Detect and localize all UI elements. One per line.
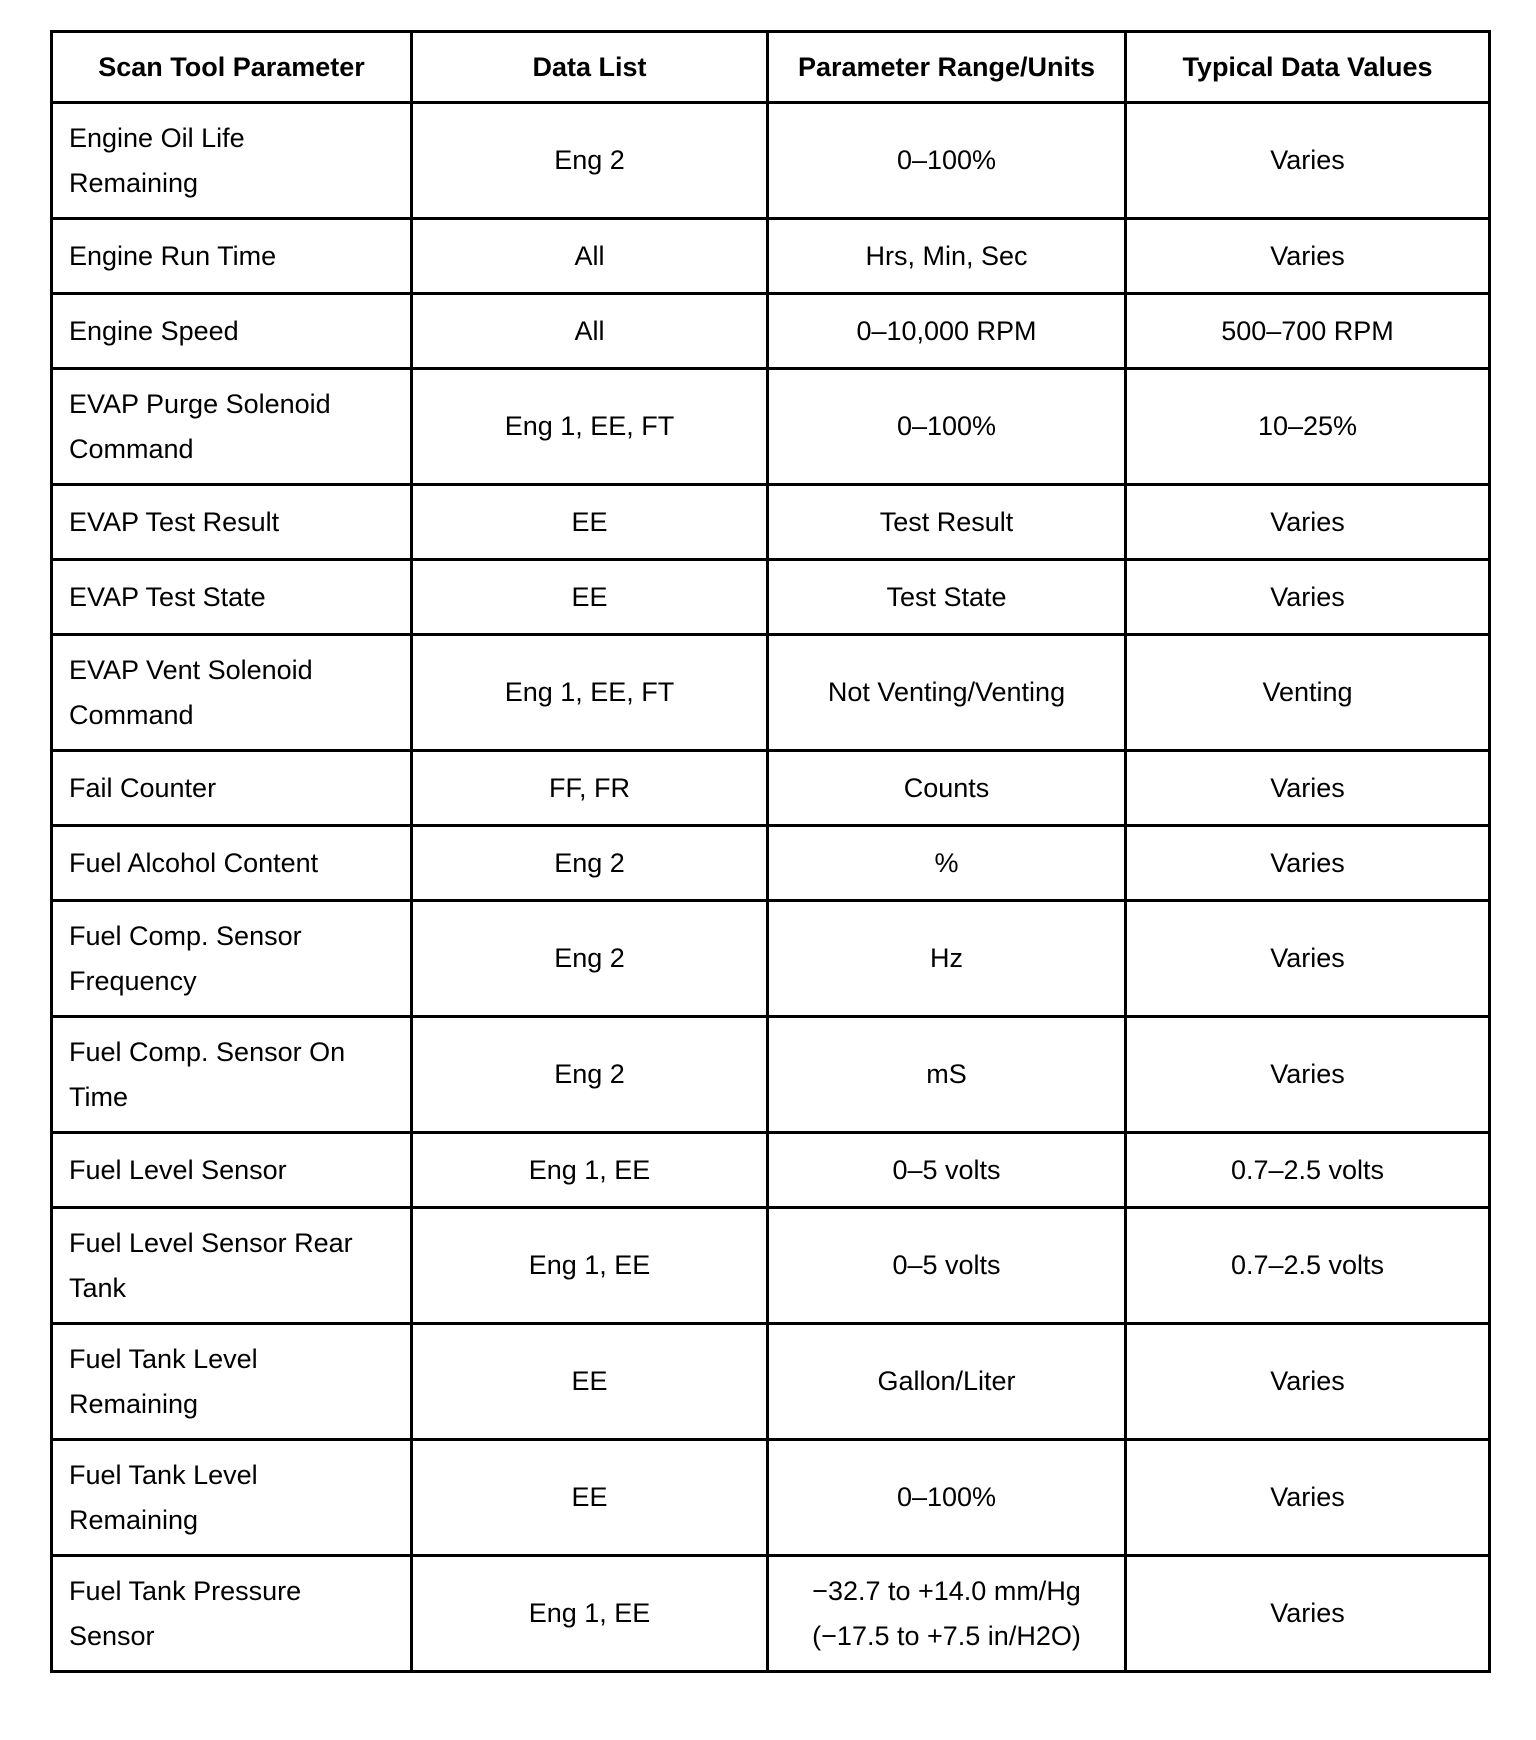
typical-value-cell-text: Varies — [1270, 506, 1345, 537]
parameter-cell — [52, 826, 412, 901]
parameter-cell — [52, 294, 412, 369]
table-row — [52, 103, 1490, 219]
range-units-cell-text: 0–5 volts — [892, 1250, 1001, 1280]
parameter-cell-text: EVAP Vent Solenoid Command — [69, 654, 313, 730]
typical-value-cell — [1126, 103, 1490, 219]
parameter-cell — [52, 485, 412, 560]
data-list-cell — [412, 560, 768, 635]
range-units-cell — [768, 103, 1126, 219]
data-list-cell-text: Eng 1, EE, FT — [504, 411, 675, 441]
range-units-cell-text: −32.7 to +14.0 mm/Hg (−17.5 to +7.5 in/H2O) — [812, 1575, 1081, 1651]
parameter-cell-text: Fail Counter — [69, 772, 217, 803]
range-units-cell-text: 0–100% — [896, 411, 997, 441]
data-list-cell-text: Eng 2 — [554, 847, 625, 878]
parameter-cell-text: Fuel Comp. Sensor On Time — [69, 1036, 346, 1112]
header-data-list: Data List — [412, 32, 768, 103]
data-list-cell — [412, 294, 768, 369]
typical-value-cell-text: Varies — [1270, 847, 1345, 878]
range-units-cell-text: Not Venting/Venting — [827, 677, 1066, 707]
parameter-cell-text: EVAP Test State — [69, 581, 266, 612]
table-row — [52, 901, 1490, 1017]
data-list-cell-text: FF, FR — [549, 772, 630, 803]
parameter-cell-text: Engine Run Time — [69, 240, 277, 271]
parameter-cell — [52, 369, 412, 485]
parameter-cell — [52, 1440, 412, 1556]
header-scan-tool-parameter: Scan Tool Parameter — [52, 32, 412, 103]
parameter-cell — [52, 901, 412, 1017]
data-list-cell-text: EE — [571, 506, 608, 537]
typical-value-cell-text: 500–700 RPM — [1221, 315, 1394, 346]
parameter-cell-text: Fuel Tank Pressure Sensor — [69, 1575, 302, 1651]
parameter-cell — [52, 1556, 412, 1672]
parameter-cell-text: Engine Speed — [69, 315, 239, 346]
range-units-cell-text: Gallon/Liter — [877, 1366, 1016, 1396]
parameter-cell — [52, 1324, 412, 1440]
range-units-cell — [768, 560, 1126, 635]
data-list-cell — [412, 1133, 768, 1208]
typical-value-cell-text: Varies — [1270, 1598, 1345, 1628]
range-units-cell — [768, 1440, 1126, 1556]
parameter-cell-text: Fuel Level Sensor Rear Tank — [69, 1227, 353, 1303]
typical-value-cell — [1126, 751, 1490, 826]
typical-value-cell-text: Varies — [1270, 1366, 1345, 1396]
parameter-cell-text: Engine Oil Life Remaining — [69, 122, 245, 198]
data-list-cell — [412, 219, 768, 294]
data-list-cell-text: Eng 2 — [554, 145, 625, 175]
range-units-cell-text: Hz — [930, 943, 963, 973]
data-list-cell — [412, 1556, 768, 1672]
table-row — [52, 369, 1490, 485]
parameter-cell — [52, 1133, 412, 1208]
data-list-cell-text: All — [574, 315, 605, 346]
range-units-cell — [768, 1208, 1126, 1324]
range-units-cell-text: 0–10,000 RPM — [856, 315, 1037, 346]
typical-value-cell-text: Venting — [1262, 677, 1353, 707]
table-row — [52, 635, 1490, 751]
table-row — [52, 1440, 1490, 1556]
header-typical-data-values: Typical Data Values — [1126, 32, 1490, 103]
data-list-cell — [412, 369, 768, 485]
data-list-cell — [412, 901, 768, 1017]
data-list-cell — [412, 826, 768, 901]
data-list-cell — [412, 1324, 768, 1440]
range-units-cell — [768, 219, 1126, 294]
range-units-cell — [768, 635, 1126, 751]
typical-value-cell-text: 10–25% — [1257, 411, 1358, 441]
table-row — [52, 1556, 1490, 1672]
typical-value-cell-text: Varies — [1270, 581, 1345, 612]
data-list-cell — [412, 103, 768, 219]
typical-value-cell — [1126, 1133, 1490, 1208]
data-list-cell-text: EE — [571, 581, 608, 612]
range-units-cell — [768, 1324, 1126, 1440]
parameter-cell — [52, 219, 412, 294]
parameter-cell-text: Fuel Level Sensor — [69, 1154, 287, 1185]
parameter-cell — [52, 1017, 412, 1133]
parameter-cell-text: Fuel Tank Level Remaining — [69, 1343, 258, 1419]
parameter-cell-text: EVAP Test Result — [69, 506, 280, 537]
data-list-cell-text: Eng 1, EE — [528, 1598, 651, 1628]
data-list-cell-text: All — [574, 240, 605, 271]
range-units-cell-text: mS — [926, 1059, 967, 1089]
data-list-cell — [412, 751, 768, 826]
typical-value-cell — [1126, 1324, 1490, 1440]
typical-value-cell — [1126, 294, 1490, 369]
data-list-cell-text: Eng 1, EE — [528, 1154, 651, 1185]
typical-value-cell — [1126, 901, 1490, 1017]
data-list-cell-text: Eng 1, EE, FT — [504, 677, 675, 707]
table-body — [52, 103, 1490, 1672]
typical-value-cell — [1126, 1208, 1490, 1324]
data-list-cell-text: Eng 2 — [554, 943, 625, 973]
typical-value-cell — [1126, 1556, 1490, 1672]
table-row — [52, 826, 1490, 901]
header-parameter-range-units: Parameter Range/Units — [768, 32, 1126, 103]
typical-value-cell — [1126, 1017, 1490, 1133]
data-list-cell-text: Eng 1, EE — [528, 1250, 651, 1280]
parameter-cell-text: Fuel Tank Level Remaining — [69, 1459, 258, 1535]
range-units-cell — [768, 1017, 1126, 1133]
table-row — [52, 1133, 1490, 1208]
table-row — [52, 560, 1490, 635]
range-units-cell — [768, 485, 1126, 560]
data-list-cell — [412, 1440, 768, 1556]
table-row — [52, 485, 1490, 560]
header-row — [52, 32, 1490, 103]
parameter-cell — [52, 635, 412, 751]
typical-value-cell — [1126, 826, 1490, 901]
range-units-cell — [768, 751, 1126, 826]
range-units-cell — [768, 901, 1126, 1017]
typical-value-cell — [1126, 635, 1490, 751]
range-units-cell — [768, 294, 1126, 369]
typical-value-cell-text: Varies — [1270, 240, 1345, 271]
range-units-cell-text: 0–100% — [896, 1482, 997, 1512]
data-list-cell-text: EE — [571, 1366, 608, 1396]
range-units-cell-text: Counts — [903, 772, 990, 803]
range-units-cell-text: Test Result — [879, 506, 1014, 537]
range-units-cell-text: 0–5 volts — [892, 1154, 1001, 1185]
data-list-cell-text: EE — [571, 1482, 608, 1512]
range-units-cell — [768, 826, 1126, 901]
data-list-cell-text: Eng 2 — [554, 1059, 625, 1089]
range-units-cell-text: % — [934, 847, 959, 878]
parameter-cell-text: Fuel Alcohol Content — [69, 847, 319, 878]
table-row — [52, 751, 1490, 826]
table-row — [52, 1324, 1490, 1440]
data-list-cell — [412, 1208, 768, 1324]
table-row — [52, 219, 1490, 294]
table-row — [52, 1208, 1490, 1324]
typical-value-cell-text: Varies — [1270, 772, 1345, 803]
typical-value-cell-text: Varies — [1270, 1059, 1345, 1089]
parameter-cell — [52, 103, 412, 219]
typical-value-cell-text: Varies — [1270, 1482, 1345, 1512]
parameter-cell — [52, 751, 412, 826]
data-list-cell — [412, 1017, 768, 1133]
typical-value-cell-text: 0.7–2.5 volts — [1230, 1154, 1385, 1185]
range-units-cell — [768, 369, 1126, 485]
typical-value-cell-text: Varies — [1270, 145, 1345, 175]
scan-tool-parameter-table — [50, 30, 1491, 1673]
parameter-cell — [52, 1208, 412, 1324]
table-row — [52, 1017, 1490, 1133]
typical-value-cell — [1126, 560, 1490, 635]
typical-value-cell — [1126, 369, 1490, 485]
range-units-cell-text: Hrs, Min, Sec — [865, 240, 1028, 271]
range-units-cell — [768, 1133, 1126, 1208]
data-list-cell — [412, 635, 768, 751]
range-units-cell-text: 0–100% — [896, 145, 997, 175]
table-row — [52, 294, 1490, 369]
typical-value-cell — [1126, 1440, 1490, 1556]
data-list-cell — [412, 485, 768, 560]
typical-value-cell-text: 0.7–2.5 volts — [1230, 1250, 1385, 1280]
typical-value-cell — [1126, 219, 1490, 294]
range-units-cell-text: Test State — [886, 581, 1007, 612]
range-units-cell — [768, 1556, 1126, 1672]
typical-value-cell — [1126, 485, 1490, 560]
parameter-cell — [52, 560, 412, 635]
parameter-cell-text: EVAP Purge Solenoid Command — [69, 388, 331, 464]
typical-value-cell-text: Varies — [1270, 943, 1345, 973]
parameter-cell-text: Fuel Comp. Sensor Frequency — [69, 920, 302, 996]
